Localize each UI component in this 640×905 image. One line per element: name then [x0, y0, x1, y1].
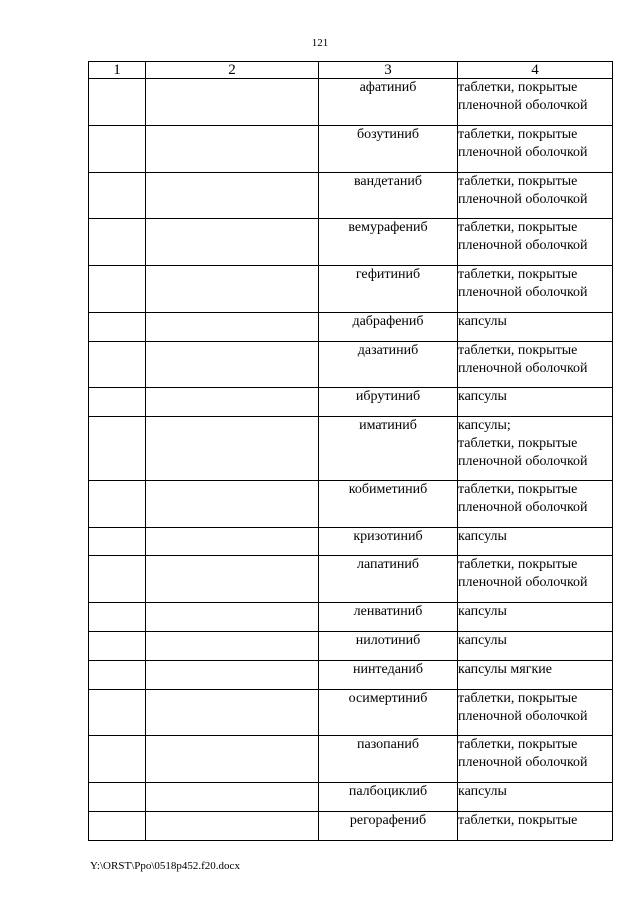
- dosage-form: таблетки, покрытые пленочной оболочкой: [458, 219, 613, 266]
- drug-name: осимертиниб: [319, 690, 458, 736]
- drug-name: дабрафениб: [319, 313, 458, 342]
- drug-name: ленватиниб: [319, 603, 458, 632]
- cell-col-2: [146, 388, 319, 417]
- dosage-form: таблетки, покрытые пленочной оболочкой: [458, 79, 613, 126]
- cell-col-2: [146, 661, 319, 690]
- table-row: [89, 812, 613, 841]
- cell-col-2: [146, 783, 319, 812]
- drug-name: пазопаниб: [319, 736, 458, 783]
- dosage-form: капсулы: [458, 783, 613, 812]
- table-row: [89, 736, 613, 783]
- column-header-2: 2: [146, 62, 319, 79]
- drug-name: афатиниб: [319, 79, 458, 126]
- drug-name: дазатиниб: [319, 342, 458, 388]
- table-row: [89, 690, 613, 736]
- dosage-form: таблетки, покрытые пленочной оболочкой: [458, 342, 613, 388]
- cell-col-1: [89, 603, 146, 632]
- cell-col-1: [89, 481, 146, 528]
- table-row: [89, 481, 613, 528]
- cell-col-2: [146, 126, 319, 173]
- drug-name: нилотиниб: [319, 632, 458, 661]
- page-number: 121: [311, 37, 329, 49]
- drug-name: ибрутиниб: [319, 388, 458, 417]
- dosage-form: капсулы; таблетки, покрытые пленочной оболочкой: [458, 417, 613, 481]
- dosage-form: таблетки, покрытые: [458, 812, 613, 841]
- cell-col-2: [146, 690, 319, 736]
- table-body: [89, 79, 613, 841]
- cell-col-2: [146, 481, 319, 528]
- table-header-row: [89, 62, 613, 79]
- drug-name: кризотиниб: [319, 528, 458, 556]
- drug-name: гефитиниб: [319, 266, 458, 313]
- cell-col-1: [89, 266, 146, 313]
- drug-name: иматиниб: [319, 417, 458, 481]
- dosage-form: капсулы: [458, 528, 613, 556]
- cell-col-1: [89, 690, 146, 736]
- cell-col-1: [89, 661, 146, 690]
- drug-name: нинтеданиб: [319, 661, 458, 690]
- dosage-form: капсулы мягкие: [458, 661, 613, 690]
- cell-col-2: [146, 173, 319, 219]
- table-row: [89, 603, 613, 632]
- cell-col-1: [89, 783, 146, 812]
- dosage-form: таблетки, покрытые пленочной оболочкой: [458, 173, 613, 219]
- dosage-form: таблетки, покрытые пленочной оболочкой: [458, 690, 613, 736]
- cell-col-1: [89, 632, 146, 661]
- table-row: [89, 632, 613, 661]
- cell-col-2: [146, 812, 319, 841]
- drug-name: бозутиниб: [319, 126, 458, 173]
- table-row: [89, 79, 613, 126]
- cell-col-1: [89, 219, 146, 266]
- cell-col-2: [146, 342, 319, 388]
- file-path-footer: Y:\ORST\Ppo\0518p452.f20.docx: [90, 860, 240, 872]
- drug-name: кобиметиниб: [319, 481, 458, 528]
- drug-name: палбоциклиб: [319, 783, 458, 812]
- cell-col-1: [89, 417, 146, 481]
- dosage-form: таблетки, покрытые пленочной оболочкой: [458, 126, 613, 173]
- cell-col-1: [89, 173, 146, 219]
- cell-col-2: [146, 632, 319, 661]
- table-row: [89, 417, 613, 481]
- drug-table: [88, 61, 613, 841]
- dosage-form: капсулы: [458, 388, 613, 417]
- cell-col-2: [146, 219, 319, 266]
- cell-col-1: [89, 812, 146, 841]
- cell-col-2: [146, 603, 319, 632]
- cell-col-1: [89, 388, 146, 417]
- column-header-3: 3: [319, 62, 458, 79]
- drug-name: вемурафениб: [319, 219, 458, 266]
- cell-col-1: [89, 528, 146, 556]
- column-header-4: 4: [458, 62, 613, 79]
- table-row: [89, 661, 613, 690]
- dosage-form: таблетки, покрытые пленочной оболочкой: [458, 556, 613, 603]
- drug-name: вандетаниб: [319, 173, 458, 219]
- table-row: [89, 266, 613, 313]
- dosage-form: капсулы: [458, 603, 613, 632]
- dosage-form: капсулы: [458, 313, 613, 342]
- cell-col-2: [146, 266, 319, 313]
- cell-col-2: [146, 556, 319, 603]
- cell-col-1: [89, 556, 146, 603]
- dosage-form: таблетки, покрытые пленочной оболочкой: [458, 481, 613, 528]
- cell-col-1: [89, 79, 146, 126]
- dosage-form: капсулы: [458, 632, 613, 661]
- table-row: [89, 528, 613, 556]
- drug-name: регорафениб: [319, 812, 458, 841]
- cell-col-1: [89, 126, 146, 173]
- cell-col-2: [146, 736, 319, 783]
- drug-name: лапатиниб: [319, 556, 458, 603]
- cell-col-1: [89, 736, 146, 783]
- table-row: [89, 342, 613, 388]
- table-row: [89, 126, 613, 173]
- dosage-form: таблетки, покрытые пленочной оболочкой: [458, 736, 613, 783]
- cell-col-2: [146, 313, 319, 342]
- cell-col-1: [89, 313, 146, 342]
- column-header-1: 1: [89, 62, 146, 79]
- table-row: [89, 783, 613, 812]
- table-row: [89, 556, 613, 603]
- cell-col-1: [89, 342, 146, 388]
- table-row: [89, 219, 613, 266]
- cell-col-2: [146, 79, 319, 126]
- table-row: [89, 313, 613, 342]
- table-row: [89, 388, 613, 417]
- table-row: [89, 173, 613, 219]
- cell-col-2: [146, 417, 319, 481]
- cell-col-2: [146, 528, 319, 556]
- dosage-form: таблетки, покрытые пленочной оболочкой: [458, 266, 613, 313]
